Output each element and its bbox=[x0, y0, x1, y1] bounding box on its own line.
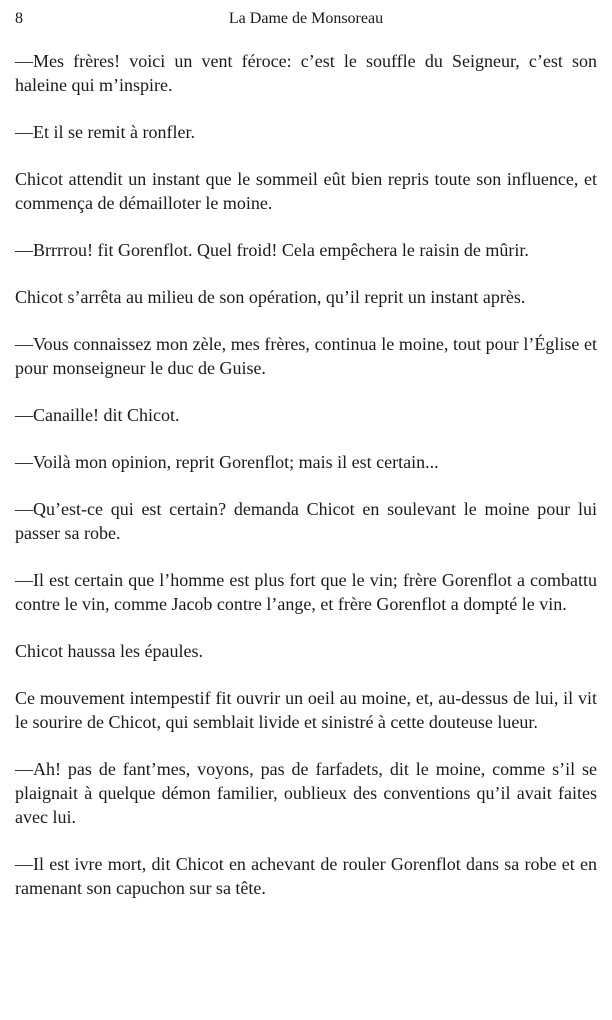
paragraph: —Vous connaissez mon zèle, mes frères, continua le moine, tout pour l’Église et pour monseigneur le duc de Guise. bbox=[15, 334, 597, 378]
body-text bbox=[15, 49, 597, 900]
paragraph: —Il est certain que l’homme est plus fort que le vin; frère Gorenflot a combattu contre le vin, comme Jacob contre l’ange, et frère Gorenflot a dompté le vin. bbox=[15, 570, 597, 614]
paragraph: —Et il se remit à ronfler. bbox=[15, 122, 195, 142]
paragraph: —Il est ivre mort, dit Chicot en achevant de rouler Gorenflot dans sa robe et en ramenant son capuchon sur sa tête. bbox=[15, 854, 597, 898]
paragraph: —Brrrrou! fit Gorenflot. Quel froid! Cela empêchera le raisin de mûrir. bbox=[15, 240, 529, 260]
paragraph: —Voilà mon opinion, reprit Gorenflot; mais il est certain... bbox=[15, 452, 439, 472]
book-title: La Dame de Monsoreau bbox=[228, 10, 384, 27]
page-number: 8 bbox=[15, 10, 23, 27]
paragraph: Chicot s’arrêta au milieu de son opération, qu’il reprit un instant après. bbox=[15, 287, 526, 307]
paragraph: —Ah! pas de fant’mes, voyons, pas de farfadets, dit le moine, comme s’il se plaignait à quelque démon familier, oublieux des conventions qu’il avait faites avec lui. bbox=[15, 759, 597, 827]
paragraph: —Qu’est-ce qui est certain? demanda Chicot en soulevant le moine pour lui passer sa robe. bbox=[15, 499, 597, 543]
paragraph: —Canaille! dit Chicot. bbox=[15, 405, 180, 425]
paragraph: Ce mouvement intempestif fit ouvrir un oeil au moine, et, au-dessus de lui, il vit le sourire de Chicot, qui semblait livide et sinistré à cette douteuse lueur. bbox=[15, 688, 597, 732]
paragraph: Chicot attendit un instant que le sommeil eût bien repris toute son influence, et commença de démailloter le moine. bbox=[15, 169, 597, 213]
running-header bbox=[15, 6, 597, 32]
paragraph: —Mes frères! voici un vent féroce: c’est le souffle du Seigneur, c’est son haleine qui m’inspire. bbox=[15, 51, 597, 95]
paragraph: Chicot haussa les épaules. bbox=[15, 641, 203, 661]
